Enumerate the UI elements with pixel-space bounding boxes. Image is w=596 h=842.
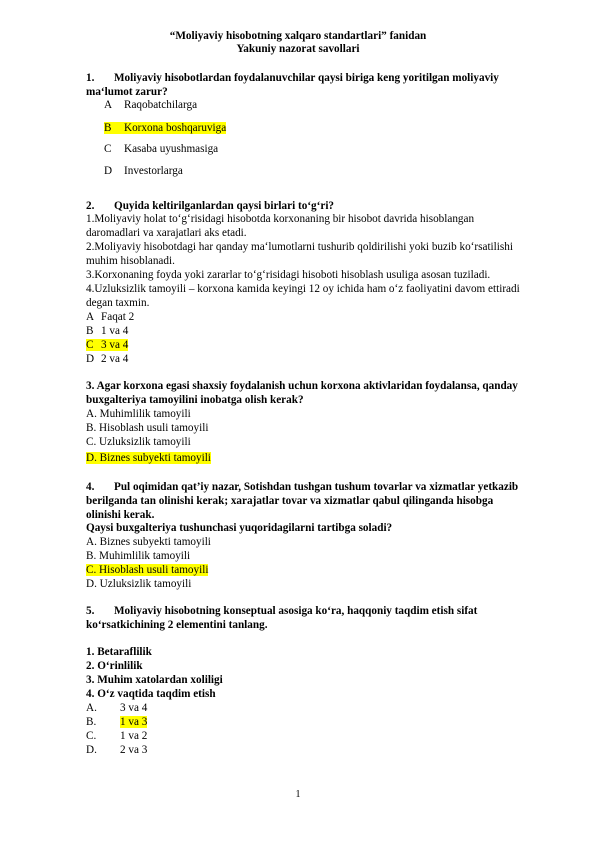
question-4-option-d: D. Uzluksizlik tamoyili — [86, 578, 192, 590]
question-5-line1: 5. Moliyaviy hisobotning konseptual asosiga ko‘ra, haqqoniy taqdim etish sifat — [86, 605, 478, 617]
question-5-option-d: D. 2 va 3 — [86, 744, 148, 756]
question-1-option-d: D Investorlarga — [104, 165, 183, 177]
question-3-option-c: C. Uzluksizlik tamoyili — [86, 436, 191, 448]
question-2-statement-4b: degan taxmin. — [86, 297, 150, 309]
question-4-line2: berilganda tan olinishi kerak; xarajatlar tovar va xizmatlar qabul qilinganda hisobga — [86, 495, 494, 507]
question-2-statement-2b: muhim hisoblanadi. — [86, 255, 175, 267]
question-2-option-b: B 1 va 4 — [86, 325, 129, 337]
question-1-option-a: A Raqobatchilarga — [104, 99, 198, 111]
question-5-option-c: C. 1 va 2 — [86, 730, 148, 742]
question-2-statement-1b: daromadlari va xarajatlari aks etadi. — [86, 227, 247, 239]
question-5-option-a: A. 3 va 4 — [86, 702, 148, 714]
page-number: 1 — [295, 789, 301, 800]
question-5-item-1: 1. Betaraflilik — [86, 646, 152, 658]
question-4-number: 4. — [86, 481, 95, 493]
question-1-line1 — [86, 71, 556, 85]
question-5-item-3: 3. Muhim xatolardan xoliligi — [86, 674, 223, 686]
question-3-line2: buxgalteriya tamoyilini inobatga olish kerak? — [86, 394, 304, 406]
question-5-item-4: 4. O‘z vaqtida taqdim etish — [86, 688, 216, 700]
question-2-line — [86, 199, 556, 213]
question-4-line3: olinishi kerak. — [86, 509, 155, 521]
question-1-text: Moliyaviy hisobotlardan foydalanuvchilar qaysi biriga keng yoritilgan moliyaviy — [114, 72, 499, 84]
question-5-option-b: B. 1 va 3 — [86, 716, 148, 728]
question-2-statement-2a: 2.Moliyaviy hisobotdagi har qanday ma‘lumotlarni tushurib qoldirilishi yoki buzib ko‘rsatilishi — [86, 241, 513, 253]
question-2-option-c: C 3 va 4 — [86, 339, 129, 351]
question-1-number: 1. — [86, 72, 95, 84]
question-5-number: 5. — [86, 605, 95, 617]
question-4-option-b: B. Muhimlilik tamoyili — [86, 550, 191, 562]
question-1-line2: ma‘lumot zarur? — [86, 86, 168, 98]
question-3-line1: 3. Agar korxona egasi shaxsiy foydalanish uchun korxona aktivlaridan foydalansa, qanday — [86, 380, 518, 392]
question-5-line2: ko‘rsatkichining 2 elementini tanlang. — [86, 619, 268, 631]
document-title: “Moliyaviy hisobotning xalqaro standartlari” fanidan — [169, 30, 427, 42]
document-subtitle: Yakuniy nazorat savollari — [236, 43, 360, 55]
question-3-option-d: D. Biznes subyekti tamoyili — [86, 452, 211, 464]
question-1-option-c: C Kasaba uyushmasiga — [104, 143, 219, 155]
question-3-option-a: A. Muhimlilik tamoyili — [86, 408, 191, 420]
question-2-statement-3: 3.Korxonaning foyda yoki zararlar to‘g‘risidagi hisoboti hisoblash usuliga asosan tuziladi. — [86, 269, 491, 281]
question-5-item-2: 2. O‘rinlilik — [86, 660, 143, 672]
question-4-option-c: C. Hisoblash usuli tamoyili — [86, 564, 209, 576]
question-2-number: 2. — [86, 200, 95, 212]
question-1-option-b: B Korxona boshqaruviga — [104, 122, 227, 134]
question-2-statement-4a: 4.Uzluksizlik tamoyili – korxona kamida keyingi 12 oy ichida ham o‘z faoliyatini davom ettiradi — [86, 283, 520, 295]
question-3-option-b: B. Hisoblash usuli tamoyili — [86, 422, 209, 434]
question-4-line1: 4. Pul oqimidan qat’iy nazar, Sotishdan tushgan tushum tovarlar va xizmatlar yetkazib — [86, 481, 519, 493]
question-4-line4: Qaysi buxgalteriya tushunchasi yuqoridagilarni tartibga soladi? — [86, 522, 393, 534]
question-2-text: Quyida keltirilganlardan qaysi birlari to‘g‘ri? — [114, 200, 335, 212]
question-2-option-d: D 2 va 4 — [86, 353, 129, 365]
question-4-option-a: A. Biznes subyekti tamoyili — [86, 536, 211, 548]
question-2-statement-1a: 1.Moliyaviy holat to‘g‘risidagi hisobotda korxonaning bir hisobot davrida hisoblangan — [86, 213, 475, 225]
question-2-option-a: A Faqat 2 — [86, 311, 135, 323]
